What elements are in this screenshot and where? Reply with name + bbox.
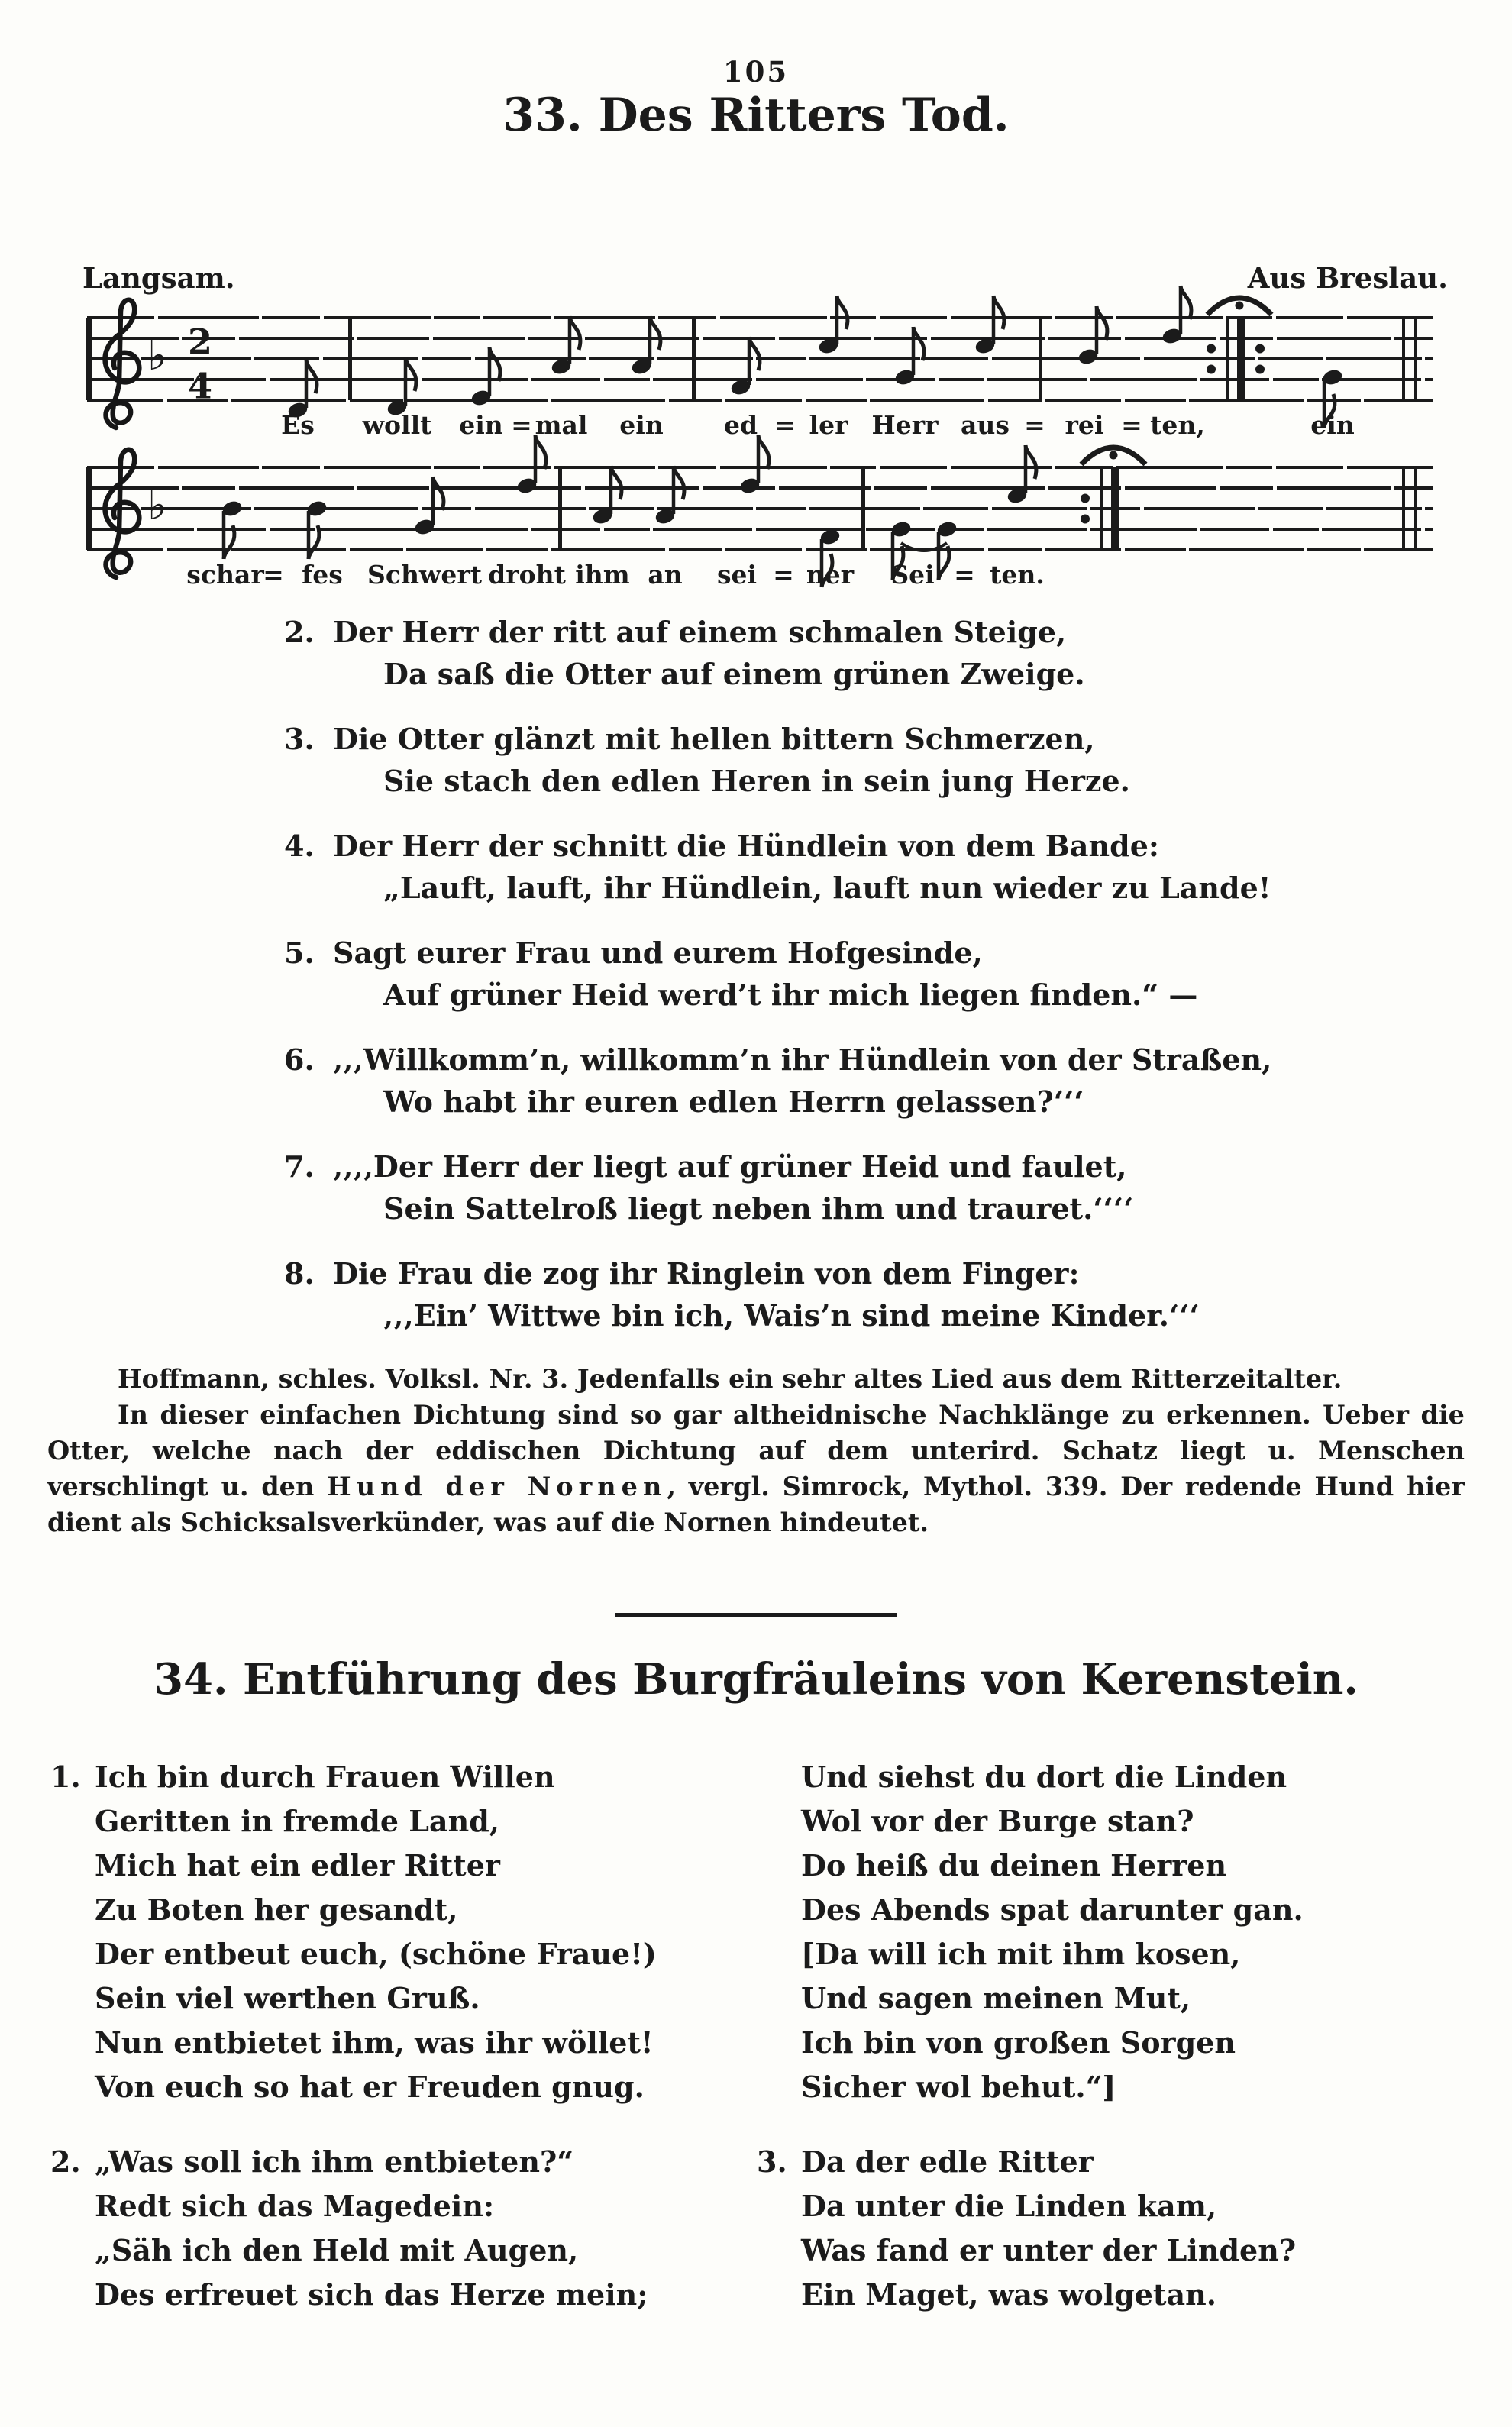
barline [1039, 318, 1042, 400]
stanza-line: Wol vor der Burge stan? [801, 1804, 1194, 1838]
repeat-barline [1237, 318, 1245, 400]
lyric-syllable: an [648, 560, 683, 590]
verse [284, 611, 1368, 695]
lyric-syllable: Herr [871, 410, 939, 440]
verse-line: 4. Der Herr der schnitt die Hündlein von dem Bande: [284, 825, 1368, 867]
verse-line: 3. Die Otter glänzt mit hellen bittern Schmerzen, [284, 718, 1368, 760]
stanza-line: Sicher wol behut.“] [801, 2070, 1116, 2104]
verse-number: 3. [284, 722, 315, 756]
lyric-syllable: aus [961, 410, 1010, 440]
lyric-syllable: ed [723, 410, 758, 440]
verse-line: „Lauft, lauft, ihr Hündlein, lauft nun wieder zu Lande! [383, 871, 1271, 905]
barline [692, 318, 696, 400]
verse-number: 7. [284, 1149, 315, 1184]
verse-number: 8. [284, 1256, 315, 1291]
barline [558, 467, 562, 550]
lyric-syllable: mal [535, 410, 588, 440]
lyric-syllable: Schwert [367, 560, 482, 590]
verse-line: Auf grüner Heid werd’t ihr mich liegen finden.“ — [383, 978, 1198, 1012]
repeat-dot [1207, 365, 1216, 374]
verse-number: 4. [284, 829, 315, 863]
lyric-syllable: = [774, 410, 796, 440]
repeat-dot [1255, 344, 1265, 354]
verses-34 [50, 1755, 1463, 2348]
stanza [50, 1755, 757, 2109]
footnote-text: Hoffmann, schles. Volksl. Nr. 3. Jedenfalls ein sehr altes Lied aus dem Ritterzeitalter. [118, 1364, 1342, 1394]
verse [284, 1146, 1368, 1230]
lyric-syllable: ein [459, 410, 503, 440]
verses-33 [284, 611, 1368, 1359]
lyric-syllable: schar [186, 560, 264, 590]
lyric-syllable: Es [281, 410, 315, 440]
footnote-paragraph-2 [47, 1397, 1465, 1540]
song33-title: 33. Des Ritters Tod. [502, 89, 1010, 142]
fermata-dot [1110, 451, 1118, 460]
verse-line: Wo habt ihr euren edlen Herrn gelassen?‘‘‘ [383, 1084, 1084, 1119]
footnote-spaced-text: Hund der Nornen [327, 1472, 667, 1501]
footnote [47, 1361, 1465, 1540]
lyric-syllable: sei [716, 560, 758, 590]
repeat-barline [1226, 318, 1229, 400]
lyric-syllable: ein [619, 410, 664, 440]
system-barline [86, 318, 92, 400]
stanza-line: Nun entbietet ihm, was ihr wöllet! [95, 2025, 654, 2060]
lyric-syllable: = [1121, 410, 1142, 440]
stanza-line: Zu Boten her gesandt, [95, 1892, 458, 1927]
stanza-number: 3. [757, 2144, 787, 2179]
fermata-dot [1236, 302, 1244, 310]
verse [284, 1252, 1368, 1336]
repeat-barline [1100, 467, 1103, 550]
repeat-barline [1111, 467, 1119, 550]
verse-line: 2. Der Herr der ritt auf einem schmalen Steige, [284, 611, 1368, 653]
lyric-syllable: ihm [575, 560, 630, 590]
tempo-marking: Langsam. [82, 261, 235, 295]
verse-line: Sie stach den edlen Heren in sein jung Herze. [383, 764, 1130, 798]
verse-number: 5. [284, 936, 315, 970]
lyric-syllable: wollt [362, 410, 432, 440]
stanza-line: Geritten in fremde Land, [95, 1804, 500, 1838]
stanza-line: Ein Maget, was wolgetan. [801, 2277, 1216, 2312]
verse-number: 2. [284, 615, 315, 649]
repeat-dot [1207, 344, 1216, 354]
stanza-line: Sein viel werthen Gruß. [95, 1981, 480, 2015]
music-staff-1 [84, 284, 1436, 444]
lyric-syllable: = [1024, 410, 1045, 440]
source-marking: Aus Breslau. [1247, 261, 1448, 295]
lyric-syllable: ner [806, 560, 855, 590]
verse [284, 825, 1368, 909]
stanza-line: 3. Da der edle Ritter [757, 2140, 1463, 2184]
section-divider [615, 1613, 897, 1617]
stanza-line: Der entbeut euch, (schöne Fraue!) [95, 1937, 657, 1971]
lyric-syllable: Sei [890, 560, 935, 590]
lyric-syllable: rei [1065, 410, 1104, 440]
verse [284, 932, 1368, 1016]
page-number: 105 [722, 55, 790, 89]
song34-title: 34. Entführung des Burgfräuleins von Kerenstein. [153, 1654, 1359, 1705]
footnote-text: In dieser einfachen Dichtung sind so gar altheidnische Nachklänge zu erkennen. Ueber die Otter, welche nach der eddischen Dichtung auf dem unterird. Schatz liegt u. Menschen verschlingt u. den [47, 1400, 1465, 1501]
verses-34-left-column [50, 1755, 757, 2348]
verse-number: 6. [284, 1042, 315, 1077]
end-barline [1402, 467, 1405, 550]
stanza-number: 2. [50, 2144, 81, 2179]
stanza-line: 1. Ich bin durch Frauen Willen [50, 1755, 757, 1799]
lyric-syllable: ten, [1150, 410, 1205, 440]
end-barline [1414, 467, 1417, 550]
repeat-dot [1081, 515, 1090, 524]
verse [284, 1039, 1368, 1123]
barline [861, 467, 865, 550]
verse-line: 7. ‚‚‚‚Der Herr der liegt auf grüner Heid und faulet, [284, 1146, 1368, 1188]
time-signature-denominator: 4 [187, 365, 213, 407]
stanza-line: Und siehst du dort die Linden [801, 1760, 1287, 1794]
footnote-paragraph-1 [47, 1361, 1465, 1397]
lyric-syllable: fes [302, 560, 343, 590]
lyric-syllable: = [511, 410, 532, 440]
verse-line: ‚‚‚Ein’ Wittwe bin ich, Wais’n sind meine Kinder.‘‘‘ [383, 1298, 1200, 1333]
stanza-line: Des Abends spat darunter gan. [801, 1892, 1304, 1927]
verses-34-right-column [757, 1755, 1463, 2348]
stanza-line: Was fand er unter der Linden? [801, 2233, 1297, 2267]
music-staff-2 [84, 434, 1436, 594]
verse-line: 6. ‚‚‚Willkomm’n, willkomm’n ihr Hündlein von der Straßen, [284, 1039, 1368, 1081]
stanza-line: Und sagen meinen Mut, [801, 1981, 1191, 2015]
repeat-dot [1255, 365, 1265, 374]
lyric-syllable: = [954, 560, 975, 590]
lyric-syllable: ten. [990, 560, 1045, 590]
stanza-line: Da unter die Linden kam, [801, 2189, 1217, 2223]
stanza-line: Redt sich das Magedein: [95, 2189, 495, 2223]
stanza-line: Do heiß du deinen Herren [801, 1848, 1227, 1882]
end-barline [1402, 318, 1405, 400]
stanza [50, 2140, 757, 2317]
lyric-syllable: droht [488, 560, 566, 590]
lyric-syllable: = [263, 560, 284, 590]
stanza-line: Des erfreuet sich das Herze mein; [95, 2277, 648, 2312]
time-signature-numerator: 2 [187, 321, 213, 363]
flat-sign: ♭ [147, 331, 167, 380]
verse-line: Sein Sattelroß liegt neben ihm und trauret.‘‘‘‘ [383, 1191, 1134, 1226]
lyric-syllable: ler [809, 410, 848, 440]
stanza-line: [Da will ich mit ihm kosen, [801, 1937, 1241, 1971]
verse-line: Da saß die Otter auf einem grünen Zweige. [383, 657, 1085, 691]
stanza-line: „Säh ich den Held mit Augen, [95, 2233, 579, 2267]
flat-sign: ♭ [147, 481, 167, 529]
footnote-text: , vergl. Simrock, Mythol. 339. Der redende Hund hier dient als Schicksalsverkünder, was auf die Nornen hindeutet. [47, 1472, 1465, 1537]
stanza-line: 2. „Was soll ich ihm entbieten?“ [50, 2140, 757, 2184]
verse-line: 5. Sagt eurer Frau und eurem Hofgesinde, [284, 932, 1368, 974]
stanza-number: 1. [50, 1760, 81, 1794]
system-barline [86, 467, 92, 550]
lyric-syllable: = [773, 560, 794, 590]
end-barline [1414, 318, 1417, 400]
barline [348, 318, 352, 400]
stanza [757, 2140, 1463, 2317]
verse-line: 8. Die Frau die zog ihr Ringlein von dem Finger: [284, 1252, 1368, 1294]
stanza-line: Von euch so hat er Freuden gnug. [95, 2070, 645, 2104]
stanza-line: Mich hat ein edler Ritter [95, 1848, 500, 1882]
lyric-syllable: ein [1310, 410, 1355, 440]
stanza [757, 1755, 1463, 2109]
verse [284, 718, 1368, 802]
repeat-dot [1081, 494, 1090, 503]
stanza-line: Ich bin von großen Sorgen [801, 2025, 1236, 2060]
